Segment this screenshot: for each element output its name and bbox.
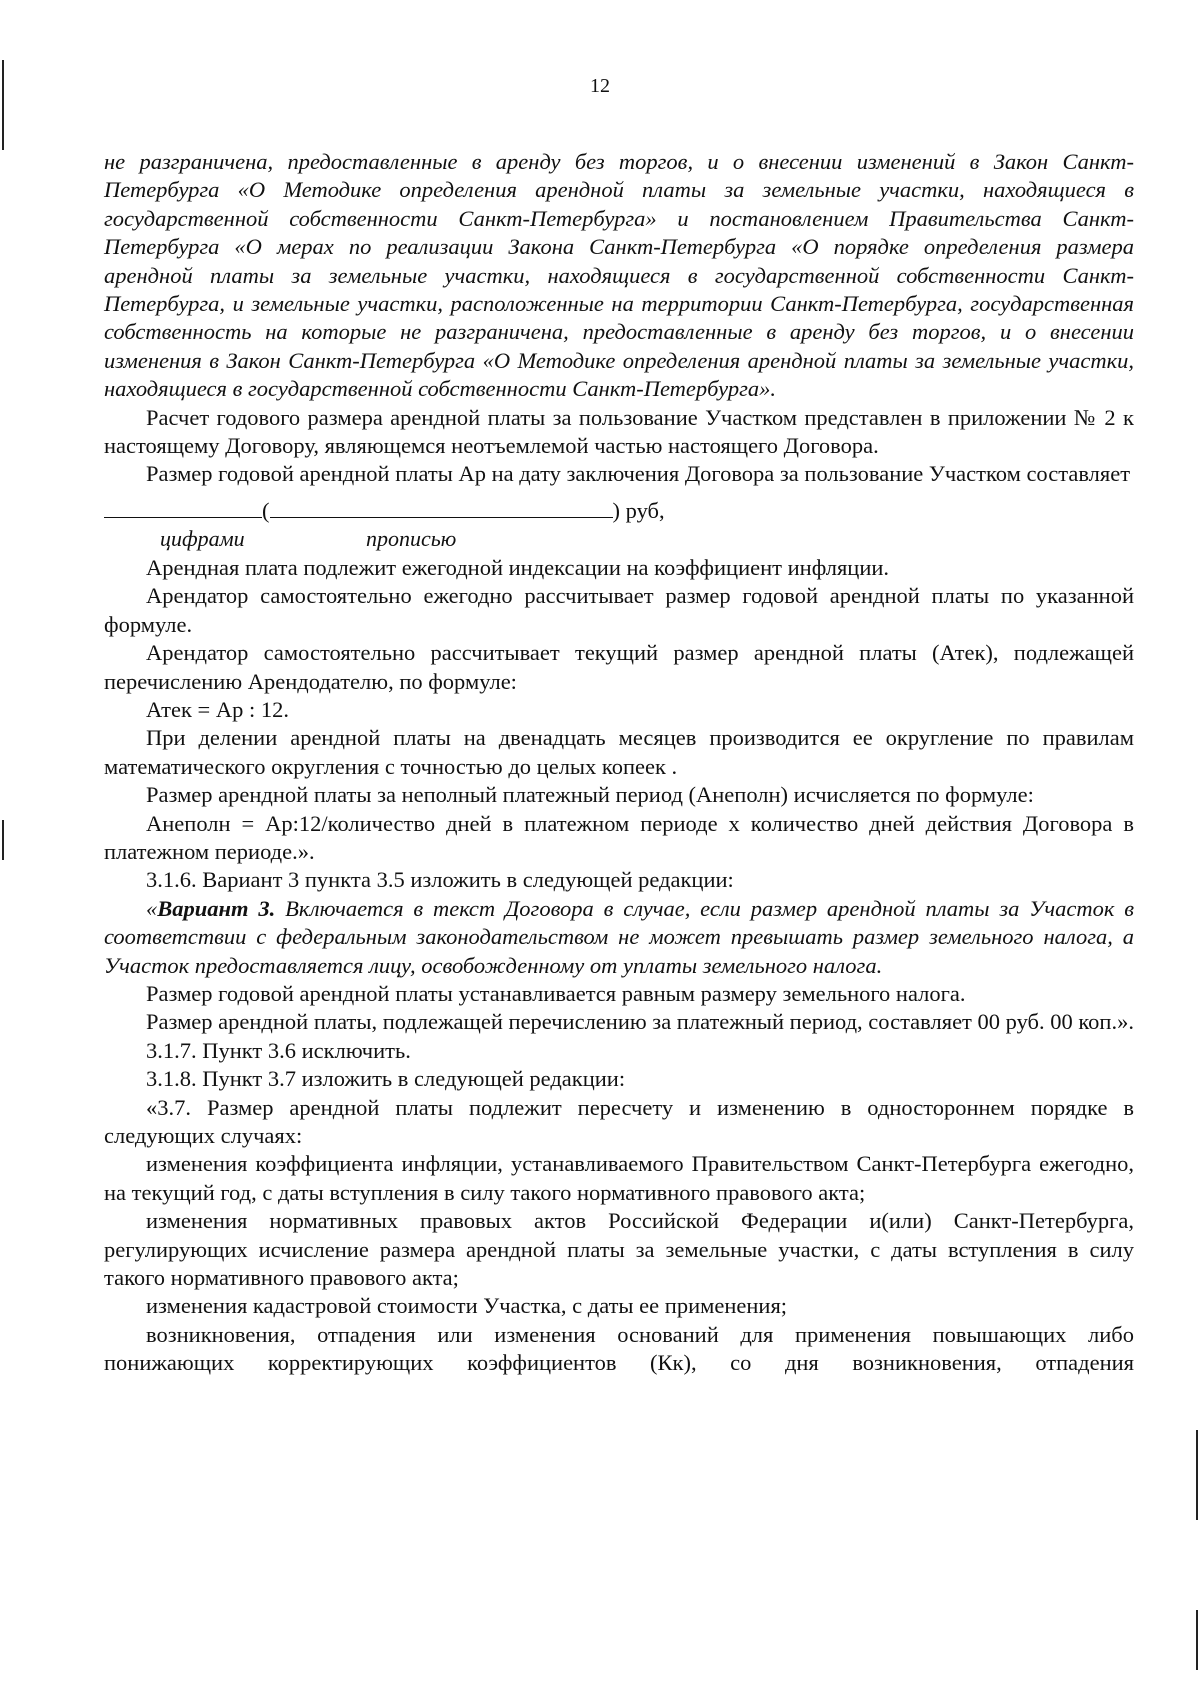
- paragraph-partial-period: Размер арендной платы за неполный платежный период (Анеполн) исчисляется по формуле:: [146, 782, 1034, 808]
- amount-open-paren: (: [262, 497, 270, 523]
- amount-words-blank: [270, 495, 613, 518]
- amount-digits-blank: [104, 495, 262, 518]
- caption-digits: цифрами: [160, 525, 245, 551]
- variant-text: Включается в текст Договора в случае, если размер арендной платы за Участок в соответствии с федеральным законодательством не может превышать размер земельного налога, а Участок предоставляется лицу, освобожденному от уплаты земельного налога.: [104, 895, 1134, 978]
- clause-3-7: «3.7. Размер арендной платы подлежит пересчету и изменению в одностороннем порядке в следующих случаях:: [104, 1094, 1134, 1148]
- paragraph-variant-3: [104, 895, 1134, 980]
- caption-words: прописью: [366, 525, 457, 551]
- document-body: [104, 148, 1134, 1378]
- case-inflation: изменения коэффициента инфляции, устанавливаемого Правительством Санкт-Петербурга ежегодно, на текущий год, с даты вступления в силу такого нормативного правового акта;: [104, 1151, 1134, 1205]
- variant-open-quote: «: [146, 895, 158, 921]
- clause-3-1-7: 3.1.7. Пункт 3.6 исключить.: [146, 1037, 411, 1063]
- paragraph-tenant-calculates-annual: Арендатор самостоятельно ежегодно рассчитывает размер годовой арендной платы по указанной формуле.: [104, 583, 1134, 637]
- paragraph-rounding: При делении арендной платы на двенадцать месяцев производится ее округление по правилам математического округления с точностью до целых копеек .: [104, 725, 1134, 779]
- paragraph-italic-intro: не разграничена, предоставленные в аренду без торгов, и о внесении изменений в Закон Санкт-Петербурга «О Методике определения арендной платы за земельные участки, находящиеся в государственной собственности Санкт-Петербурга» и постановлением Правительства Санкт-Петербурга «О мерах по реализации Закона Санкт-Петербурга «О порядке определения размера арендной платы за земельные участки, находящиеся в государственной собственности Санкт-Петербурга, и земельные участки, расположенные на территории Санкт-Петербурга, государственная собственность на которые не разграничена, предоставленные в аренду без торгов, и о внесении изменения в Закон Санкт-Петербурга «О Методике определения арендной платы за земельные участки, находящиеся в государственной собственности Санкт-Петербурга».: [104, 149, 1134, 402]
- scan-edge-mark-left: [2, 820, 4, 860]
- clause-3-1-6: 3.1.6. Вариант 3 пункта 3.5 изложить в следующей редакции:: [146, 867, 734, 893]
- case-legal-acts: изменения нормативных правовых актов Российской Федерации и(или) Санкт-Петербурга, регулирующих исчисление размера арендной платы за земельные участки, с даты вступления в силу такого нормативного правового акта;: [104, 1208, 1134, 1291]
- case-coefficients: возникновения, отпадения или изменения оснований для применения повышающих либо понижающих корректирующих коэффициентов (Кк), со дня возникновения, отпадения: [104, 1321, 1134, 1376]
- clause-3-1-8: 3.1.8. Пункт 3.7 изложить в следующей редакции:: [146, 1066, 626, 1092]
- formula-partial-period: Анеполн = Ар:12/количество дней в платежном периоде х количество дней действия Договора в платежном периоде.».: [104, 810, 1134, 864]
- case-cadastral-value: изменения кадастровой стоимости Участка, с даты ее применения;: [146, 1293, 788, 1319]
- paragraph-period-amount: Размер арендной платы, подлежащей перечислению за платежный период, составляет 00 руб. 00 коп.».: [146, 1009, 1134, 1035]
- scan-edge-mark-right: [1196, 1430, 1198, 1520]
- paragraph-equal-land-tax: Размер годовой арендной платы устанавливается равным размеру земельного налога.: [146, 980, 966, 1006]
- rent-amount-line: [104, 495, 1134, 526]
- page-number: 12: [590, 75, 610, 97]
- amount-currency: ) руб,: [612, 497, 665, 523]
- paragraph-calculation-appendix: Расчет годового размера арендной платы за пользование Участком представлен в приложении № 2 к настоящему Договору, являющемся неотъемлемой частью настоящего Договора.: [104, 404, 1134, 459]
- paragraph-indexation: Арендная плата подлежит ежегодной индексации на коэффициент инфляции.: [146, 554, 890, 580]
- variant-heading: Вариант 3.: [157, 895, 276, 921]
- paragraph-tenant-calculates-current: Арендатор самостоятельно рассчитывает текущий размер арендной платы (Атек), подлежащей перечислению Арендодателю, по формуле:: [104, 640, 1134, 694]
- formula-current-rent: Атек = Ар : 12.: [146, 696, 289, 722]
- paragraph-annual-rent-size: Размер годовой арендной платы Ар на дату заключения Договора за пользование Участком составляет: [146, 461, 1131, 487]
- amount-captions: [104, 526, 1134, 554]
- scan-edge-mark-right: [1196, 1610, 1198, 1670]
